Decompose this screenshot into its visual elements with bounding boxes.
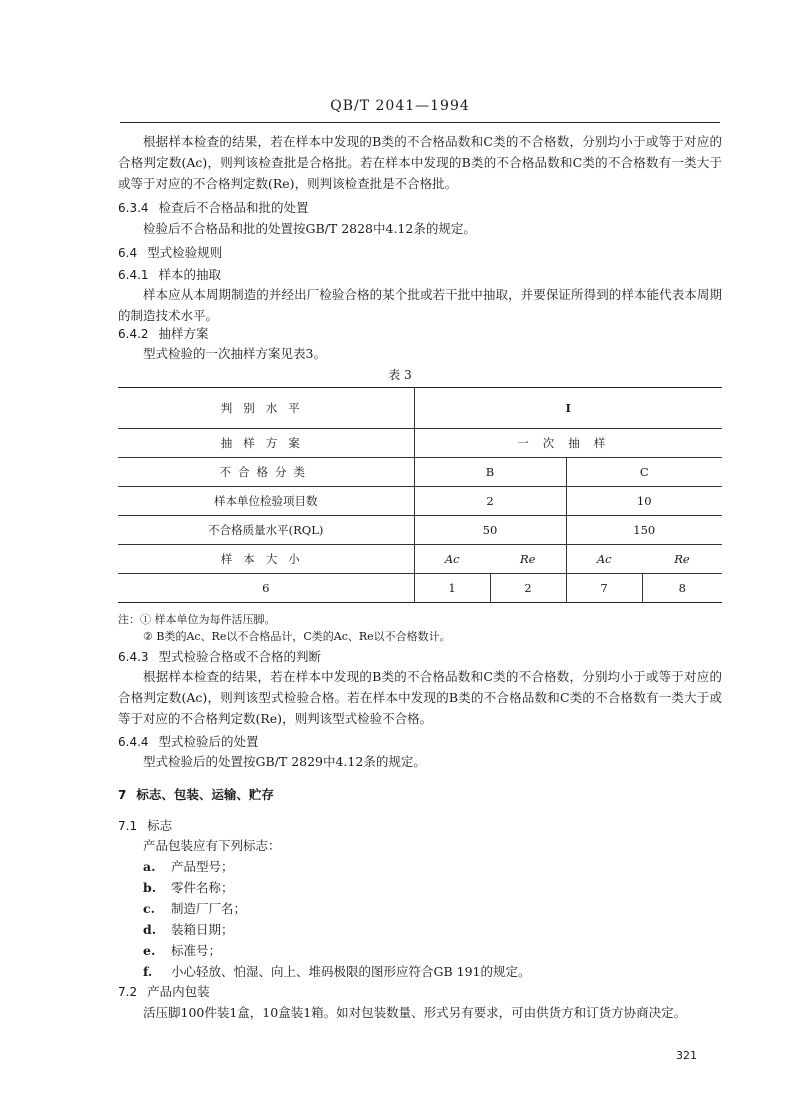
- section-title: 抽样方案: [158, 326, 209, 341]
- section-6-4: [118, 244, 222, 262]
- section-number: 6.3.4: [118, 201, 149, 215]
- header-rule: [120, 122, 720, 123]
- section-number: 6.4.3: [118, 650, 149, 664]
- list-item: [143, 856, 531, 877]
- table-cell: I: [414, 388, 722, 429]
- paragraph-6-4-3: 根据样本检查的结果，若在样本中发现的B类的不合格品数和C类的不合格数，分别均小于或等于对应的合格判定数(Ac)，则判该型式检验合格。若在样本中发现的B类的不合格品数和C类的不合格数有一类大于或等于对应的不合格判定数(Re)，则判该型式检验不合格。: [118, 669, 722, 726]
- section-number: 6.4: [118, 246, 138, 260]
- list-item: [143, 961, 531, 982]
- section-number: 6.4.1: [118, 268, 149, 282]
- section-number: 7.1: [118, 819, 138, 833]
- list-label: a.: [143, 859, 156, 874]
- table-cell-label: 判别水平: [220, 401, 311, 415]
- table-cell: C: [566, 458, 722, 487]
- section-title: 检查后不合格品和批的处置: [158, 200, 309, 215]
- table-cell: Re: [490, 545, 566, 574]
- list-item: [143, 919, 531, 940]
- list-text: 产品型号；: [171, 859, 234, 874]
- table-cell: 150: [566, 516, 722, 545]
- table-cell-label: 样本单位检验项目数: [118, 487, 414, 516]
- table-row: [118, 487, 722, 516]
- table-cell: 一次抽样: [414, 429, 722, 458]
- section-7: [118, 786, 274, 804]
- table-row: [118, 429, 722, 458]
- list-label: d.: [143, 922, 157, 937]
- section-title: 产品内包装: [147, 984, 210, 999]
- section-6-4-3: [118, 648, 321, 666]
- list-item: [143, 877, 531, 898]
- paragraph-6-4-2: 型式检验的一次抽样方案见表3。: [143, 346, 326, 361]
- table-cell: 10: [566, 487, 722, 516]
- list-item: [143, 898, 531, 919]
- table-row: [118, 545, 722, 574]
- table-cell: 50: [414, 516, 566, 545]
- section-6-4-2: [118, 325, 209, 343]
- list-label: e.: [143, 943, 156, 958]
- section-title: 型式检验后的处置: [158, 734, 259, 749]
- page-header: QB/T 2041—1994: [330, 98, 470, 114]
- paragraph-6-4-4: 型式检验后的处置按GB/T 2829中4.12条的规定。: [143, 754, 426, 769]
- table-cell: 2: [414, 487, 566, 516]
- table-cell-label: 6: [118, 574, 414, 603]
- section-7-1: [118, 817, 172, 835]
- list-label: f.: [143, 964, 153, 979]
- page-number: 321: [676, 1049, 697, 1062]
- table-note-1: 注：① 样本单位为每件活压脚。: [118, 613, 276, 626]
- table-cell: 8: [642, 574, 722, 603]
- table-cell-label: 抽样方案: [118, 429, 414, 458]
- table-caption: 表 3: [388, 368, 412, 382]
- list-label: c.: [143, 901, 155, 916]
- table-cell: 1: [414, 574, 490, 603]
- section-6-3-4: [118, 199, 309, 217]
- section-title: 标志、包装、运输、贮存: [136, 787, 274, 802]
- list-text: 标准号；: [171, 943, 222, 958]
- section-number: 7: [118, 788, 127, 802]
- table-note-2: ② B类的Ac、Re以不合格品计，C类的Ac、Re以不合格数计。: [143, 630, 451, 643]
- section-number: 7.2: [118, 985, 138, 999]
- marking-list: [143, 856, 531, 982]
- sampling-table: [118, 387, 722, 603]
- table-cell: B: [414, 458, 566, 487]
- paragraph-7-2: 活压脚100件装1盒，10盒装1箱。如对包装数量、形式另有要求，可由供货方和订货方协商决定。: [143, 1005, 687, 1020]
- paragraph-result: 根据样本检查的结果，若在样本中发现的B类的不合格品数和C类的不合格数，分别均小于或等于对应的合格判定数(Ac)，则判该检查批是合格批。若在样本中发现的B类的不合格品数和C类的不合格数有一类大于或等于对应的不合格判定数(Re)，则判该检查批是不合格批。: [118, 134, 722, 191]
- section-number: 6.4.4: [118, 735, 149, 749]
- table-cell-label: 不合格质量水平(RQL): [118, 516, 414, 545]
- paragraph-6-4-1: 样本应从本周期制造的并经出厂检验合格的某个批或若干批中抽取，并要保证所得到的样本能代表本周期的制造技术水平。: [118, 287, 722, 323]
- table-cell-label: 样本大小: [118, 545, 414, 574]
- table-row: [118, 516, 722, 545]
- table-cell: 2: [490, 574, 566, 603]
- list-text: 装箱日期；: [171, 922, 234, 937]
- table-row: [118, 574, 722, 603]
- list-label: b.: [143, 880, 157, 895]
- table-cell: Ac: [414, 545, 490, 574]
- section-title: 型式检验规则: [147, 245, 223, 260]
- paragraph-7-1: 产品包装应有下列标志：: [143, 838, 281, 853]
- section-number: 6.4.2: [118, 327, 149, 341]
- table-cell-label: 不合格分类: [118, 458, 414, 487]
- table-cell: Re: [642, 545, 722, 574]
- section-title: 型式检验合格或不合格的判断: [158, 649, 322, 664]
- table-cell: Ac: [566, 545, 642, 574]
- section-7-2: [118, 983, 210, 1001]
- table-row: [118, 388, 722, 429]
- list-item: [143, 940, 531, 961]
- table-row: [118, 458, 722, 487]
- paragraph-6-3-4: 检验后不合格品和批的处置按GB/T 2828中4.12条的规定。: [143, 221, 476, 236]
- list-text: 小心轻放、怕湿、向上、堆码极限的图形应符合GB 191的规定。: [171, 964, 531, 979]
- section-6-4-1: [118, 266, 221, 284]
- list-text: 零件名称；: [171, 880, 234, 895]
- section-6-4-4: [118, 733, 259, 751]
- section-title: 样本的抽取: [158, 267, 222, 282]
- table-cell: 7: [566, 574, 642, 603]
- section-title: 标志: [147, 818, 173, 833]
- list-text: 制造厂厂名；: [171, 901, 247, 916]
